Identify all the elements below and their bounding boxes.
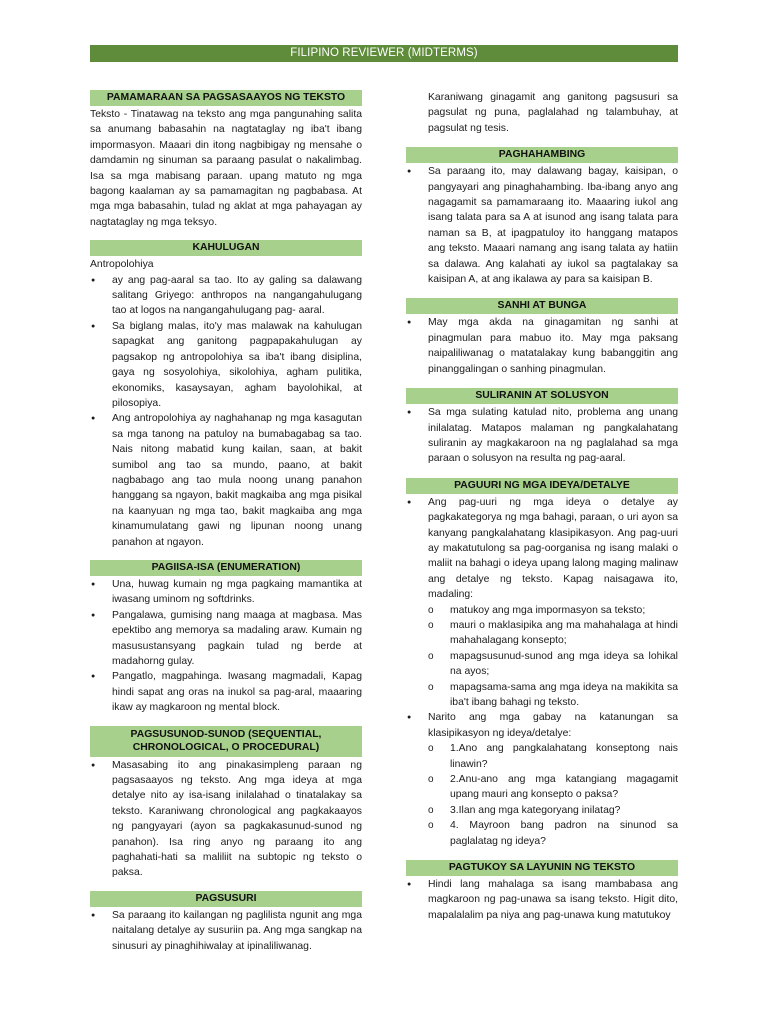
list-item: ● Pangalawa, gumising nang maaga at magbasa. Mas epektibo ang memorya sa madaling araw. Kumain ng masusustansyang pagkain tulad ng berde at madahorng gulay.	[90, 608, 362, 670]
bullet-list	[406, 495, 678, 849]
bullet-list	[406, 164, 678, 287]
sub-list-item: o mauri o maklasipika ang ma mahahalaga at hindi mahahalagang konsepto;	[428, 618, 678, 649]
section-suliranin	[406, 388, 678, 467]
list-item: ● Sa mga sulating katulad nito, problema ang unang inilalatag. Matapos malaman ng pangkalahatang suliranin ay magkakaroon na ng paglalahad sa mga paraan o solusyon na resulta ng pag-aaral.	[406, 405, 678, 467]
section-kahulugan	[90, 240, 362, 550]
section-subtitle: Antropolohiya	[90, 259, 154, 271]
list-item: ● Sa paraang ito kailangan ng paglilista ngunit ang mga naitalang detalye ay susuriin pa. Ang mga sangkap na sinusuri ay pinaghihiwalay at ipinaliliwanag.	[90, 908, 362, 954]
sub-list-item: o 2.Anu-ano ang mga katangiang magagamit upang mauri ang konsepto o paksa?	[428, 772, 678, 803]
list-item: ● Una, huwag kumain ng mga pagkaing mamantika at iwasang uminom ng softdrinks.	[90, 577, 362, 608]
sub-list-item: o 1.Ano ang pangkalahatang konseptong nais linawin?	[428, 741, 678, 772]
section-heading: SANHI AT BUNGA	[406, 298, 678, 314]
list-item: ● Sa biglang malas, ito'y mas malawak na kahulugan sapagkat ang ganitong pagpapakahulugan ay pagsakop ng antropolohiya sa iba't ibang disiplina, gaya ng sosyolohiya, sikolohiya, agham pulitika, ekonomiks, kasaysayan, agham bayolohikal, at pilosopiya.	[90, 319, 362, 411]
list-item: ● Masasabing ito ang pinakasimpleng paraan ng pagsasaayos ng teksto. Ang mga ideya at mga detalye nito ay isa-isang inilalahad o tinatalakay sa teksto. Karaniwang chronological ang pagkakaayos ng pangyayari (ayon sa pagkakasunud-sunod ng panahon). Isa ring anyo ng paraang ito ang paghahati-hati sa maliliit na subtopic ng teksto o paksa.	[90, 758, 362, 881]
section-heading: KAHULUGAN	[90, 240, 362, 256]
document-title: FILIPINO REVIEWER (MIDTERMS)	[90, 45, 678, 62]
list-item: ● May mga akda na ginagamitan ng sanhi at pinagmulan para mabuo ito. May mga paksang naipaliliwanag o matatalakay kung babanggitin ang pinanggalingan o sanhing pinagmulan.	[406, 315, 678, 377]
bullet-list	[406, 315, 678, 377]
section-pagsusuri	[90, 891, 362, 954]
section-pagsusunod	[90, 726, 362, 881]
list-item: ● Sa paraang ito, may dalawang bagay, kaisipan, o pangyayari ang pinaghahambing. Iba-ibang anyo ang nagagamit sa pamamaraang ito. Maaaring iukol ang isang talata para sa A at isunod ang isang talata para naman sa B, at ipagpatuloy ito hanggang matapos ang teksto. Maaari namang ang isang talata ay hatiin sa dalawa. Ang kalahati ay iukol sa pagtalakay sa kaisipan A, at ang ikalawa ay para sa kaisipan B.	[406, 164, 678, 287]
section-heading: PAGUURI NG MGA IDEYA/DETALYE	[406, 478, 678, 494]
sub-list-item: o 3.Ilan ang mga kategoryang inilatag?	[428, 803, 678, 818]
section-pagtukoy	[406, 860, 678, 923]
sub-list-item: o matukoy ang mga impormasyon sa teksto;	[428, 603, 678, 618]
sub-list-item: o mapagsama-sama ang mga ideya na makikita sa iba't ibang bahagi ng teksto.	[428, 680, 678, 711]
section-heading: PAMAMARAAN SA PAGSASAAYOS NG TEKSTO	[90, 90, 362, 106]
list-item: ● Ang antropolohiya ay naghahanap ng mga kasagutan sa mga tanong na patuloy na bumabagabag sa tao. Nais nitong mabatid kung kailan, saan, at bakit sumibol ang tao sa mundo, paano, at bakit nagbabago ang tao mula noong unang panahon hanggang sa ngayon, bakit magkaiba ang mga pisikal na kaanyuan ng mga tao, bakit magkaiba ang mga kinamumulatang gawi ng lipunan noong unang panahon at ngayon.	[90, 411, 362, 550]
sub-list	[428, 741, 678, 849]
section-sanhi	[406, 298, 678, 377]
list-item: ● ay ang pag-aaral sa tao. Ito ay galing sa dalawang salitang Griyego: anthropos na nangangahulugang tao at logos na nangangahulugang pag- aaral.	[90, 273, 362, 319]
section-paghahambing	[406, 147, 678, 287]
section-pamamaraan	[90, 90, 362, 230]
section-heading: PAGTUKOY SA LAYUNIN NG TEKSTO	[406, 860, 678, 876]
list-item	[406, 495, 678, 711]
bullet-list	[90, 758, 362, 881]
bullet-list	[90, 273, 362, 550]
section-heading: PAGIISA-ISA (ENUMERATION)	[90, 560, 362, 576]
sub-list	[428, 603, 678, 711]
bullet-list	[90, 908, 362, 954]
section-paragraph: Teksto - Tinatawag na teksto ang mga pangunahing salita sa anumang babasahin na nagtataglay ng iba't ibang impormasyon. Maaari din itong nagbibigay ng mensahe o damdamin ng sinuman sa paraang pasulat o nakalimbag. Isa sa mga mabisang paraan. upang matuto ng mga bagong kaalaman ay sa pamamagitan ng pagbabasa. At mga mga babasahin, tulad ng aklat at mga pahayagan ay nagtataglay ng mga teksyo.	[90, 109, 362, 228]
heading-line: CHRONOLOGICAL, O PROCEDURAL)	[132, 742, 320, 754]
heading-line: PAGSUSUNOD-SUNOD (SEQUENTIAL,	[130, 728, 322, 740]
continuation-list	[406, 90, 678, 136]
list-item: ● Pangatlo, magpahinga. Iwasang magmadali, Kapag hindi sapat ang oras na inukol sa pag-aral, maaaring ikaw ay magkaroon ng mental block.	[90, 669, 362, 715]
section-heading: SULIRANIN AT SOLUSYON	[406, 388, 678, 404]
section-pagiisa	[90, 560, 362, 716]
list-item: ● Hindi lang mahalaga sa isang mambabasa ang magkaroon ng pag-unawa sa isang teksto. Higit dito, mapalalalim pa niya ang pag-unawa kung matutukoy	[406, 877, 678, 923]
section-continuation	[406, 90, 678, 136]
bullet-list	[406, 405, 678, 467]
sub-list-item: o mapagsusunud-sunod ang mga ideya sa lohikal na ayos;	[428, 649, 678, 680]
right-column	[406, 90, 678, 934]
sub-list-item: o 4. Mayroon bang padron na sinunod sa paglalatag ng ideya?	[428, 818, 678, 849]
list-item-text: Ang pag-uuri ng mga ideya o detalye ay pagkakategorya ng mga bahagi, paraan, o uri ayon sa kanyang pangkalahatang klasipikasyon. Ang pag-uuri ay makatutulong sa pag-oorganisa ng isang malaki o maliit na bahagi o ideya upang lalong maging malinaw ang detalye ng teksto. Kapag naisagawa ito, madaling:	[428, 496, 678, 601]
section-heading	[90, 726, 362, 757]
bullet-list	[406, 877, 678, 923]
section-paguuri	[406, 478, 678, 849]
list-item	[406, 710, 678, 849]
section-heading: PAGSUSURI	[90, 891, 362, 907]
list-item-text: Narito ang mga gabay na katanungan sa klasipikasyon ng ideya/detalye:	[428, 712, 678, 739]
left-column	[90, 90, 362, 965]
continuation-text: Karaniwang ginagamit ang ganitong pagsusuri sa pagsulat ng puna, paglalahad ng talambuhay, at pagsulat ng tesis.	[428, 92, 678, 134]
bullet-list	[90, 577, 362, 716]
section-heading: PAGHAHAMBING	[406, 147, 678, 163]
